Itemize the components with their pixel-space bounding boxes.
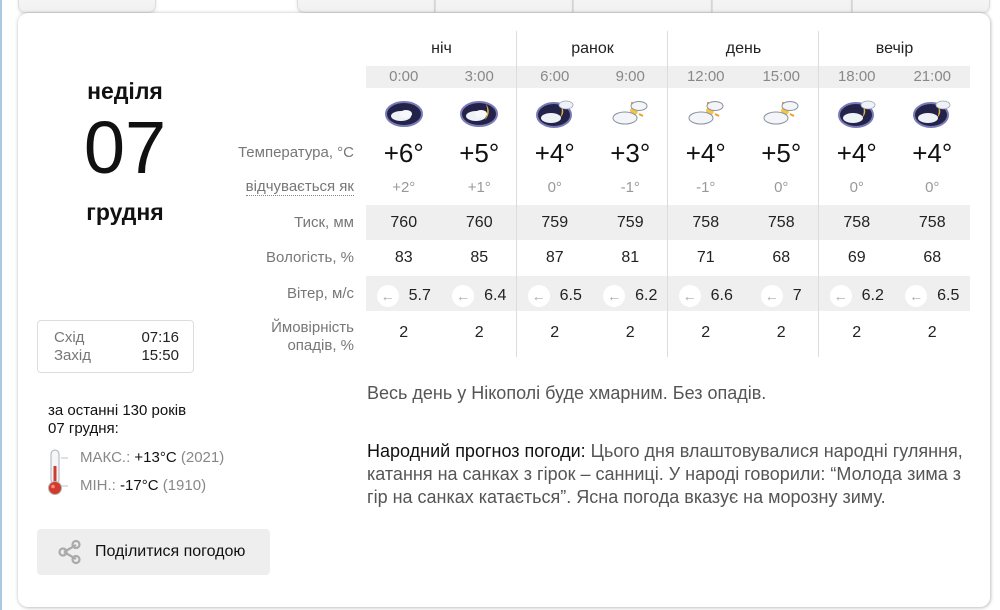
period-night: ніч bbox=[431, 40, 452, 57]
forecast-wind bbox=[819, 285, 895, 307]
history-max-label: МАКС.: bbox=[80, 449, 131, 466]
wind-direction-arrow-icon: ← bbox=[377, 285, 399, 307]
history-max-year: (2021) bbox=[180, 449, 225, 466]
sun-times-box bbox=[37, 320, 194, 373]
forecast-humidity: 87 bbox=[545, 249, 564, 266]
label-precip-line2: опадів, % bbox=[287, 337, 354, 354]
forecast-humidity: 83 bbox=[394, 249, 413, 266]
forecast-precipitation: 2 bbox=[701, 324, 711, 341]
day-summary: Весь день у Нікополі буде хмарним. Без опадів. bbox=[367, 383, 767, 403]
history-max bbox=[80, 449, 224, 466]
forecast-temperature: +4° bbox=[685, 138, 726, 168]
label-precipitation bbox=[271, 319, 354, 355]
forecast-feels-like: -1° bbox=[620, 179, 640, 196]
forecast-time: 15:00 bbox=[762, 68, 801, 85]
folk-forecast-text: Цього дня влаштовувалися народні гуляння, катання на санках з гірок – санниці. У народі говорили: “Молода зима з гір на санках катається”. Ясна погода вказує на морозну зиму. bbox=[367, 441, 963, 507]
wind-direction-arrow-icon: ← bbox=[830, 285, 852, 307]
forecast-temperature: +5° bbox=[459, 138, 500, 168]
forecast-wind bbox=[593, 285, 669, 307]
cloudy-night-icon bbox=[366, 96, 442, 130]
forecast-feels-like: +1° bbox=[467, 179, 491, 196]
forecast-wind bbox=[668, 285, 744, 307]
label-humidity: Вологість, % bbox=[266, 249, 354, 266]
sunset-time: 15:50 bbox=[141, 347, 179, 364]
wind-speed: 6.2 bbox=[635, 287, 658, 304]
cloudy-night-partly-icon bbox=[819, 96, 895, 130]
forecast-pressure: 759 bbox=[541, 214, 569, 231]
forecast-pressure: 758 bbox=[918, 214, 946, 231]
weekday: неділя bbox=[87, 78, 163, 104]
forecast-time: 21:00 bbox=[913, 68, 952, 85]
cloudy-night-partly-icon bbox=[517, 96, 593, 130]
forecast-pressure: 760 bbox=[465, 214, 493, 231]
label-feels-like[interactable]: відчувається як bbox=[245, 178, 354, 195]
cloudy-moon-icon bbox=[442, 96, 518, 130]
forecast-wind bbox=[744, 285, 820, 307]
wind-speed: 6.2 bbox=[861, 287, 884, 304]
forecast-precipitation: 2 bbox=[625, 324, 635, 341]
share-weather-label: Поділитися погодою bbox=[95, 543, 246, 560]
history-min-value: -17°C bbox=[120, 477, 159, 494]
forecast-humidity: 68 bbox=[772, 249, 791, 266]
forecast-humidity: 69 bbox=[847, 249, 866, 266]
period-evening: вечір bbox=[875, 40, 914, 57]
wind-speed: 6.6 bbox=[710, 287, 733, 304]
wind-direction-arrow-icon: ← bbox=[452, 285, 474, 307]
history-min bbox=[80, 477, 206, 494]
forecast-precipitation: 2 bbox=[776, 324, 786, 341]
share-weather-button[interactable] bbox=[37, 529, 270, 575]
forecast-feels-like: 0° bbox=[547, 179, 562, 196]
forecast-time: 18:00 bbox=[837, 68, 876, 85]
partly-cloudy-day-icon bbox=[593, 96, 669, 130]
history-title-line2: 07 грудня: bbox=[48, 420, 119, 437]
sunset-label: Захід bbox=[54, 347, 91, 364]
sunset-row bbox=[54, 347, 179, 365]
forecast-time: 9:00 bbox=[615, 68, 645, 85]
forecast-wind bbox=[517, 285, 593, 307]
forecast-feels-like: 0° bbox=[849, 179, 864, 196]
cloudy-night-partly-icon bbox=[895, 96, 971, 130]
forecast-humidity: 85 bbox=[470, 249, 489, 266]
forecast-precipitation: 2 bbox=[474, 324, 484, 341]
forecast-temperature: +4° bbox=[912, 138, 953, 168]
wind-speed: 7 bbox=[792, 287, 802, 304]
forecast-temperature: +6° bbox=[383, 138, 424, 168]
label-pressure: Тиск, мм bbox=[294, 214, 354, 231]
history-max-value: +13°C bbox=[134, 449, 177, 466]
wind-speed: 6.5 bbox=[937, 287, 960, 304]
forecast-temperature: +4° bbox=[534, 138, 575, 168]
wind-direction-arrow-icon: ← bbox=[603, 285, 625, 307]
wind-speed: 6.4 bbox=[484, 287, 507, 304]
forecast-humidity: 81 bbox=[621, 249, 640, 266]
partly-cloudy-day-icon bbox=[744, 96, 820, 130]
history-title bbox=[48, 402, 248, 438]
sunrise-time: 07:16 bbox=[141, 329, 179, 346]
sunrise-label: Схід bbox=[54, 329, 85, 346]
forecast-temperature: +5° bbox=[761, 138, 802, 168]
forecast-humidity: 71 bbox=[696, 249, 715, 266]
thermometer-icon bbox=[44, 448, 68, 496]
forecast-precipitation: 2 bbox=[550, 324, 560, 341]
forecast-feels-like: -1° bbox=[696, 179, 716, 196]
forecast-wind bbox=[442, 285, 518, 307]
forecast-precipitation: 2 bbox=[399, 324, 409, 341]
forecast-feels-like: 0° bbox=[925, 179, 940, 196]
month-name: грудня bbox=[86, 199, 164, 225]
wind-direction-arrow-icon: ← bbox=[528, 285, 550, 307]
label-temperature: Температура, °C bbox=[237, 144, 354, 161]
share-icon bbox=[57, 539, 83, 565]
wind-direction-arrow-icon: ← bbox=[905, 285, 927, 307]
forecast-pressure: 758 bbox=[843, 214, 871, 231]
label-precip-line1: Ймовірність bbox=[271, 319, 354, 336]
period-morning: ранок bbox=[571, 40, 614, 57]
history-title-line1: за останні 130 років bbox=[48, 402, 187, 419]
forecast-temperature: +4° bbox=[836, 138, 877, 168]
folk-forecast bbox=[367, 440, 967, 509]
forecast-pressure: 758 bbox=[767, 214, 795, 231]
day-number: 07 bbox=[83, 106, 167, 189]
history-min-label: МІН.: bbox=[80, 477, 116, 494]
forecast-time: 6:00 bbox=[540, 68, 570, 85]
forecast-precipitation: 2 bbox=[852, 324, 862, 341]
history-min-year: (1910) bbox=[162, 477, 207, 494]
forecast-temperature: +3° bbox=[610, 138, 651, 168]
forecast-wind bbox=[366, 285, 442, 307]
folk-forecast-heading: Народний прогноз погоди: bbox=[367, 441, 586, 461]
forecast-pressure: 760 bbox=[390, 214, 418, 231]
wind-direction-arrow-icon: ← bbox=[761, 285, 783, 307]
wind-speed: 5.7 bbox=[408, 287, 431, 304]
forecast-humidity: 68 bbox=[923, 249, 942, 266]
forecast-time: 12:00 bbox=[686, 68, 725, 85]
wind-speed: 6.5 bbox=[559, 287, 582, 304]
forecast-feels-like: 0° bbox=[774, 179, 789, 196]
sunrise-row bbox=[54, 329, 179, 347]
forecast-time: 3:00 bbox=[464, 68, 494, 85]
forecast-pressure: 758 bbox=[692, 214, 720, 231]
forecast-wind bbox=[895, 285, 971, 307]
wind-direction-arrow-icon: ← bbox=[679, 285, 701, 307]
label-wind: Вітер, м/с bbox=[286, 285, 354, 302]
forecast-precipitation: 2 bbox=[927, 324, 937, 341]
partly-cloudy-day-icon bbox=[668, 96, 744, 130]
forecast-time: 0:00 bbox=[389, 68, 419, 85]
forecast-pressure: 759 bbox=[616, 214, 644, 231]
period-day: день bbox=[725, 40, 762, 57]
forecast-feels-like: +2° bbox=[392, 179, 416, 196]
